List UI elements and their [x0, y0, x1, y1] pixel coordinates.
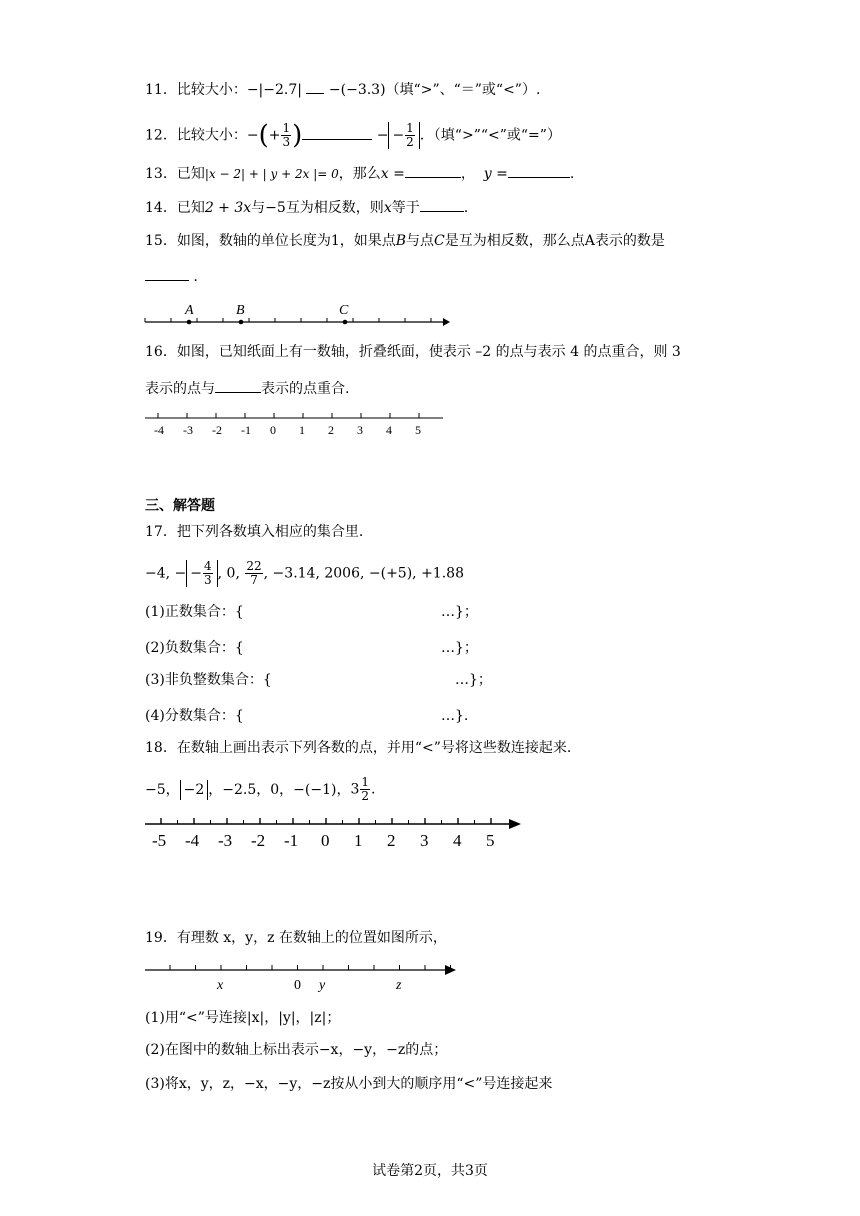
tick-label: 4	[386, 423, 392, 437]
set-end: …}；	[441, 640, 478, 656]
set-label: (3)非负整数集合：{	[145, 672, 272, 688]
period: .	[371, 781, 376, 798]
tick-label: -1	[241, 423, 251, 437]
tick-label: -4	[154, 423, 164, 437]
tick-label: 3	[357, 423, 363, 437]
question-18	[145, 738, 571, 758]
separator: ，	[460, 166, 475, 182]
set-end: …}；	[441, 604, 478, 620]
mixed-fraction: $\frac{1}{2}$	[361, 775, 370, 803]
question-16-line2	[145, 378, 349, 399]
tick-label: -2	[212, 423, 222, 437]
tick-label: 0	[270, 423, 276, 437]
tick-label: 1	[354, 831, 363, 850]
set-fraction[interactable]	[145, 706, 469, 726]
question-hint: （填“>”、“＝”或“<”）.	[385, 82, 541, 98]
minus-sign: −	[246, 127, 259, 144]
question-number: 18．	[145, 740, 177, 756]
answer-blank-y[interactable]	[508, 163, 570, 178]
set-end: …}.	[441, 708, 469, 724]
tick-label: 1	[299, 423, 305, 437]
question-number: 14．	[145, 200, 177, 216]
tick-label: -5	[152, 831, 167, 850]
question-hint: ．（填“>”“<”或“=”）	[419, 127, 561, 144]
y-label: y	[319, 978, 326, 993]
question-text: 已知	[176, 200, 205, 216]
expression-b: −(−3.3)	[328, 82, 386, 98]
var-x: x =	[380, 166, 405, 182]
point-b-label: B	[236, 303, 245, 318]
question-13	[145, 163, 574, 184]
tick-label: 2	[387, 831, 396, 850]
minus-sign: −	[376, 127, 389, 144]
point-a-dot	[187, 320, 192, 325]
period: .	[463, 200, 469, 216]
set-nonnegative-integer[interactable]	[145, 670, 492, 690]
number-line-q19	[145, 962, 465, 994]
point-b-dot	[239, 320, 244, 325]
answer-blank[interactable]	[145, 266, 189, 281]
tick-label: -3	[183, 423, 193, 437]
number-list-part: , 0,	[217, 565, 245, 582]
set-positive[interactable]	[145, 602, 478, 622]
point-c-dot	[343, 320, 348, 325]
question-text: 有理数 x，y，z 在数轴上的位置如图所示，	[176, 930, 447, 946]
point-b-label: B	[395, 233, 407, 249]
question-text: 把下列各数填入相应的集合里.	[176, 524, 364, 540]
tick-label: 5	[486, 831, 495, 850]
question-15-answer	[145, 266, 207, 287]
q19-part-2: (2)在图中的数轴上标出表示−x，−y，−z的点；	[145, 1042, 448, 1058]
question-number: 15．	[145, 233, 177, 249]
question-14	[145, 197, 468, 218]
set-end: …}；	[455, 672, 492, 688]
question-17	[145, 522, 363, 542]
plus-sign: +	[268, 127, 281, 144]
answer-blank-x[interactable]	[405, 163, 461, 178]
tick-label: 4	[453, 831, 462, 850]
answer-blank[interactable]	[215, 378, 261, 393]
question-number: 13．	[145, 166, 177, 182]
absolute-value: − $\frac{4}{3}$	[186, 560, 217, 587]
question-text: 表示的点重合.	[261, 381, 350, 397]
question-11	[145, 79, 540, 100]
number-list-part: , −3.14, 2006, −(+5), +1.88	[263, 565, 464, 582]
question-text: ，那么	[338, 166, 381, 182]
question-text: 表示的点与	[145, 381, 215, 397]
tick-label: 5	[415, 423, 421, 437]
tick-label: -1	[284, 831, 299, 850]
arrow-head	[443, 318, 450, 326]
question-text: 是互为相反数，那么点A表示的数是	[444, 233, 665, 249]
question-19	[145, 928, 447, 948]
set-label: (2)负数集合：{	[145, 640, 244, 656]
period: .	[569, 166, 575, 182]
number-list-18	[145, 776, 376, 803]
expression: −5	[265, 200, 286, 216]
question-15	[145, 231, 665, 251]
set-label: (1)正数集合：{	[145, 604, 244, 620]
var-x: x	[383, 200, 392, 216]
number-line-q15	[145, 298, 450, 332]
number-list: −5， −2 ，−2.5，0，−(−1)，	[145, 781, 351, 798]
arrow-head	[509, 819, 521, 829]
absolute-value: − $\frac{1}{2}$	[388, 122, 419, 149]
var-y: y =	[483, 166, 508, 182]
answer-blank[interactable]	[306, 79, 324, 94]
fraction-22-7: $\frac{22}{7}$	[246, 559, 262, 587]
answer-blank[interactable]	[420, 197, 464, 212]
question-text: 互为相反数，则	[285, 200, 384, 216]
tick-label: -4	[185, 831, 200, 850]
left-paren: (	[258, 120, 269, 151]
fraction-one-third: $\frac{1}{3}$	[282, 121, 291, 149]
question-text: 与点	[406, 233, 435, 249]
expression: 2 + 3x	[204, 200, 252, 216]
question-number: 12．	[145, 127, 177, 144]
question-number: 11．	[145, 82, 177, 98]
question-number: 19．	[145, 930, 177, 946]
question-text: 在数轴上画出表示下列各数的点，并用“<”号将这些数连接起来.	[176, 740, 572, 756]
mixed-whole: 3	[350, 781, 360, 798]
question-12	[145, 122, 561, 149]
number-line-q18	[145, 816, 525, 856]
expression-a: −|−2.7|	[246, 82, 302, 98]
q19-part-3: (3)将x，y，z，−x，−y，−z按从小到大的顺序用“<”号连接起来	[145, 1076, 553, 1092]
number-list-part: −4, −	[145, 565, 187, 582]
section-title: 三、解答题	[145, 498, 215, 514]
question-text: 如图，已知纸面上有一数轴，折叠纸面，使表示 –2 的点与表示 4 的点重合，则 3	[176, 344, 681, 360]
tick-label: -2	[251, 831, 266, 850]
question-text: 与	[251, 200, 266, 216]
set-label: (4)分数集合：{	[145, 708, 244, 724]
point-c-label: C	[434, 233, 445, 249]
right-paren: )	[292, 120, 303, 151]
equation: |x − 2| + | y + 2x |= 0	[204, 167, 339, 181]
tick-label: -3	[218, 831, 233, 850]
point-a-label: A	[185, 303, 194, 318]
question-text: 等于	[391, 200, 420, 216]
question-text: 已知	[176, 166, 205, 182]
point-c-label: C	[339, 303, 349, 318]
q19-part-1: (1)用“<”号连接|x|，|y|，|z|；	[145, 1010, 341, 1026]
x-label: x	[217, 978, 224, 993]
set-negative[interactable]	[145, 638, 478, 658]
question-number: 17．	[145, 524, 177, 540]
z-label: z	[396, 978, 402, 993]
period: ．	[193, 269, 208, 285]
question-prefix: 比较大小：	[176, 127, 247, 144]
tick-label: 3	[420, 831, 429, 850]
number-list-17	[145, 560, 464, 587]
zero-label: 0	[294, 978, 301, 993]
question-16	[145, 342, 681, 362]
tick-label: 2	[328, 423, 334, 437]
number-line-q16	[145, 410, 445, 438]
question-number: 16．	[145, 344, 177, 360]
tick-label: 0	[321, 831, 330, 850]
question-text: 如图，数轴的单位长度为1，如果点	[176, 233, 396, 249]
answer-blank[interactable]	[302, 125, 372, 140]
page-footer: 试卷第2页，共3页	[372, 1163, 488, 1179]
question-prefix: 比较大小：	[176, 82, 247, 98]
